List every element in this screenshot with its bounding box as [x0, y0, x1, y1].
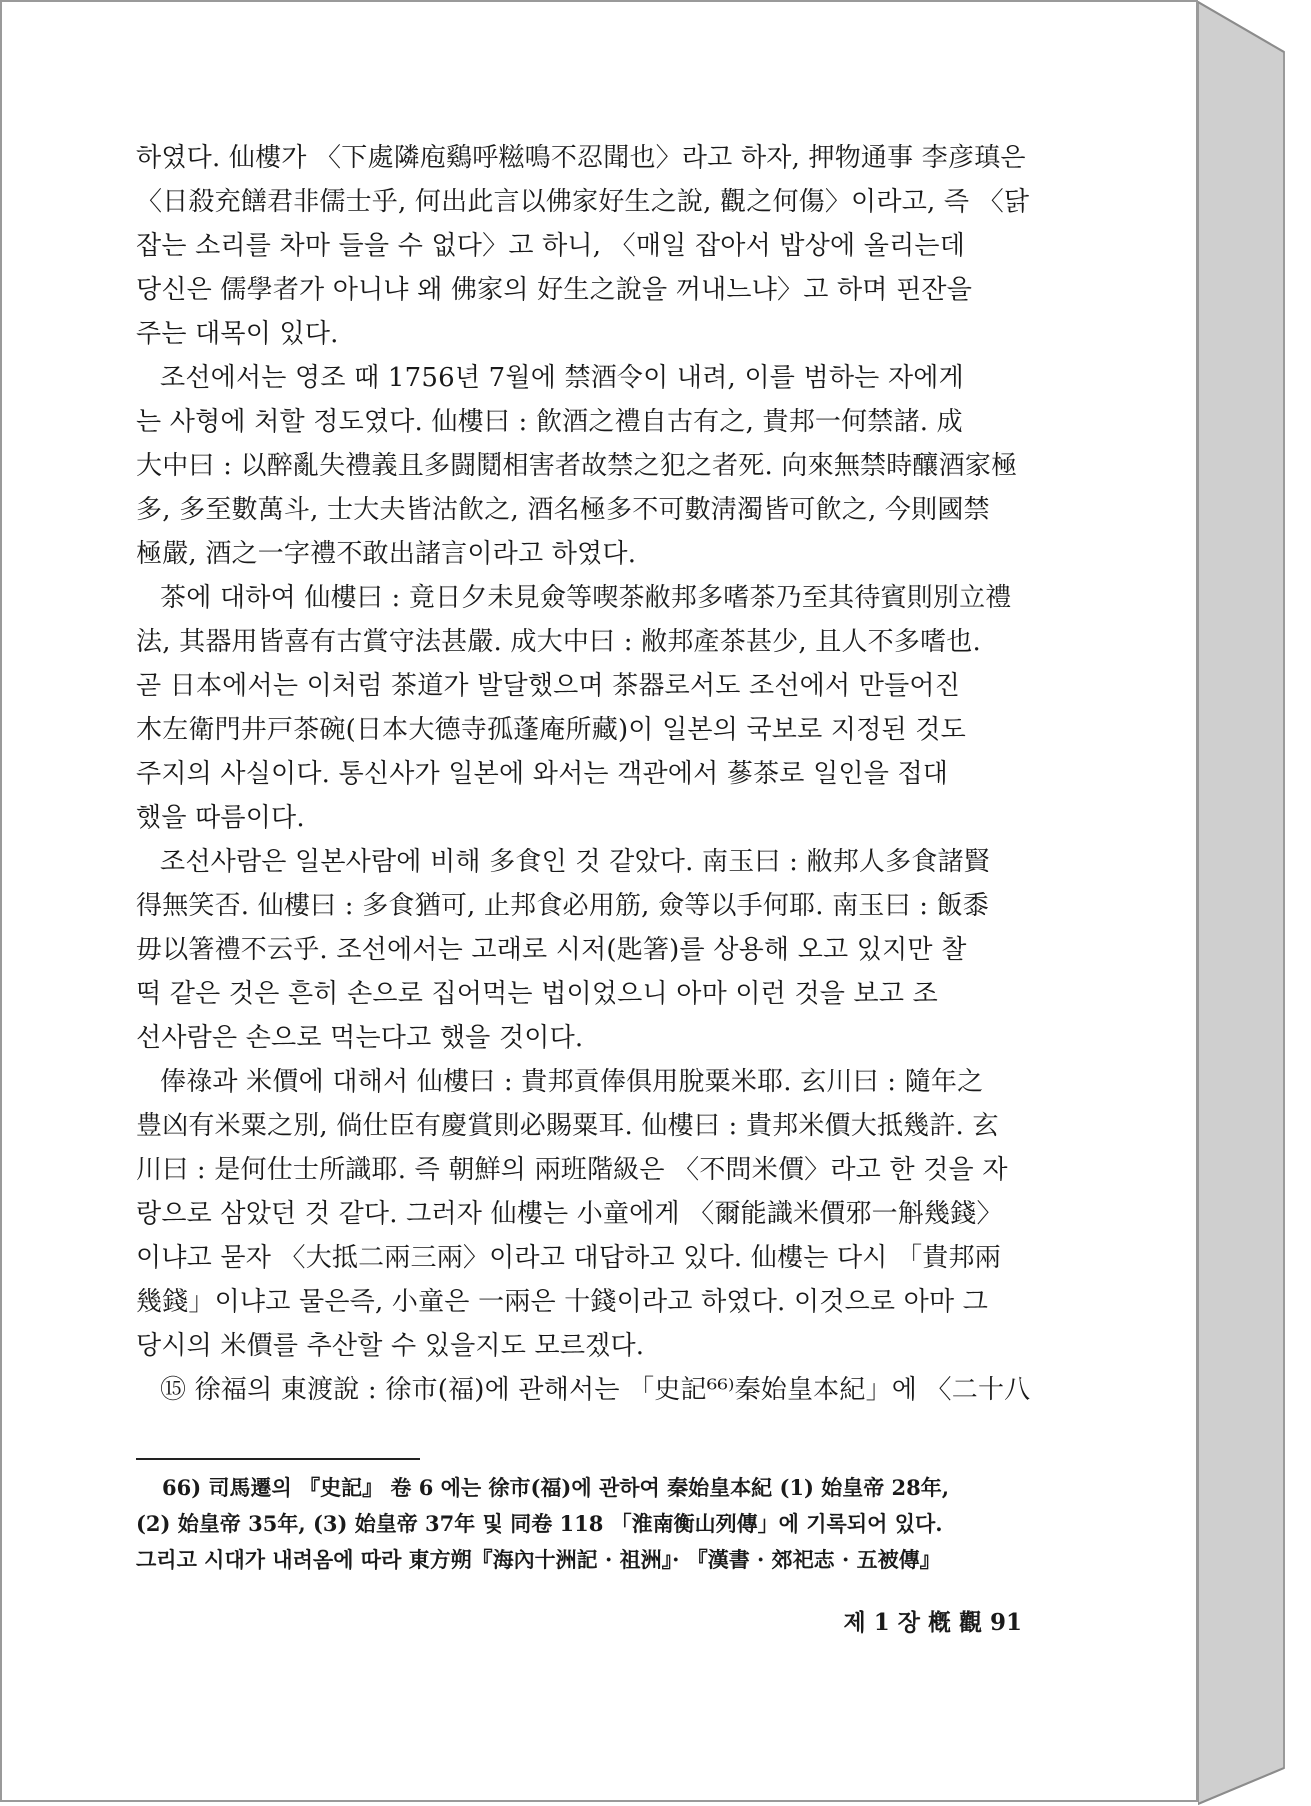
text-line: 떡 같은 것은 흔히 손으로 집어먹는 법이었으니 아마 이런 것을 보고 조 — [136, 979, 938, 1009]
text-line: 선사람은 손으로 먹는다고 했을 것이다. — [136, 1023, 584, 1053]
text-line: 당시의 米價를 추산할 수 있을지도 모르겠다. — [136, 1331, 645, 1361]
text-line: 하였다. 仙樓가 〈下處隣庖鷄呼糍鳴不忍聞也〉라고 하자, 押物通事 李彦瑱은 — [136, 143, 1026, 173]
text-line: 得無笑否. 仙樓曰 : 多食猶可, 止邦食必用筋, 僉等以手何耶. 南玉曰 : 飯黍 — [136, 891, 990, 921]
text-line: 極嚴, 酒之一字禮不敢出諸言이라고 하였다. — [136, 539, 637, 569]
footnote-divider — [136, 1458, 420, 1460]
text-line: 大中曰 : 以醉亂失禮義且多闘鬩相害者故禁之犯之者死. 向來無禁時釀酒家極 — [136, 451, 1018, 481]
text-line: 했을 따름이다. — [136, 803, 305, 833]
body-text — [136, 136, 1044, 1412]
text-line: 毋以箸禮不云乎. 조선에서는 고래로 시저(匙箸)를 상용해 오고 있지만 찰 — [136, 935, 967, 965]
text-line: 주지의 사실이다. 통신사가 일본에 와서는 객관에서 蔘茶로 일인을 접대 — [136, 759, 949, 789]
text-line: ⑮ 徐福의 東渡說 : 徐市(福)에 관해서는 「史記⁶⁶⁾秦始皇本紀」에 〈二十八 — [160, 1375, 1031, 1405]
text-line: 당신은 儒學者가 아니냐 왜 佛家의 好生之說을 꺼내느냐〉고 하며 핀잔을 — [136, 275, 973, 305]
text-line: 幾錢」이냐고 물은즉, 小童은 一兩은 十錢이라고 하였다. 이것으로 아마 그 — [136, 1287, 989, 1317]
text-line: 주는 대목이 있다. — [136, 319, 339, 349]
text-line: 木左衛門井戸茶碗(日本大德寺孤蓬庵所藏)이 일본의 국보로 지정된 것도 — [136, 715, 966, 745]
text-line: 조선에서는 영조 때 1756년 7월에 禁酒令이 내려, 이를 범하는 자에게 — [160, 363, 964, 393]
text-line: 〈日殺充饍君非儒士乎, 何出此言以佛家好生之說, 觀之何傷〉이라고, 즉 〈닭 — [136, 187, 1030, 217]
text-line: 法, 其器用皆喜有古賞守法甚嚴. 成大中曰 : 敝邦產茶甚少, 且人不多嗜也. — [136, 627, 981, 657]
text-line: 이냐고 묻자 〈大抵二兩三兩〉이라고 대답하고 있다. 仙樓는 다시 「貴邦兩 — [136, 1243, 1001, 1273]
text-line: 랑으로 삼았던 것 같다. 그러자 仙樓는 小童에게 〈爾能識米價邪一斛幾錢〉 — [136, 1199, 1003, 1229]
text-line: 곧 日本에서는 이처럼 茶道가 발달했으며 茶器로서도 조선에서 만들어진 — [136, 671, 961, 701]
text-line: 多, 多至數萬斗, 士大夫皆沽飮之, 酒名極多不可數淸濁皆可飮之, 今則國禁 — [136, 495, 990, 525]
text-line: 는 사형에 처할 정도였다. 仙樓曰 : 飮酒之禮自古有之, 貴邦一何禁諸. 成 — [136, 407, 963, 437]
footnote-line: 66) 司馬遷의 『史記』 卷 6 에는 徐市(福)에 관하여 秦始皇本紀 (1) 始皇帝 28年, — [162, 1475, 950, 1500]
footnote-line: 그리고 시대가 내려옴에 따라 東方朔『海內十洲記 · 祖洲』· 『漢書 · 郊祀志 · 五被傳』 — [136, 1547, 941, 1572]
footnote — [136, 1470, 1048, 1578]
text-line: 잡는 소리를 차마 들을 수 없다〉고 하니, 〈매일 잡아서 밥상에 올리는데 — [136, 231, 966, 261]
text-line: 俸祿과 米價에 대해서 仙樓曰 : 貴邦貢俸俱用脫粟米耶. 玄川曰 : 隨年之 — [160, 1067, 984, 1097]
text-line: 조선사람은 일본사람에 비해 多食인 것 같았다. 南玉曰 : 敝邦人多食諸賢 — [160, 847, 990, 877]
footnote-line: (2) 始皇帝 35年, (3) 始皇帝 37年 및 同卷 118 「淮南衡山列傳」에 기록되어 있다. — [136, 1511, 943, 1536]
page-stack-edge — [1198, 0, 1294, 1806]
page-footer: 제 1 장 槪 觀 91 — [843, 1609, 1022, 1636]
text-line: 川曰 : 是何仕士所識耶. 즉 朝鮮의 兩班階級은 〈不問米價〉라고 한 것을 자 — [136, 1155, 1008, 1185]
text-line: 豊凶有米粟之別, 倘仕臣有慶賞則必賜粟耳. 仙樓曰 : 貴邦米價大抵幾許. 玄 — [136, 1111, 999, 1141]
text-line: 茶에 대하여 仙樓曰 : 竟日夕未見僉等喫茶敝邦多嗜茶乃至其待賓則別立禮 — [160, 583, 1012, 613]
